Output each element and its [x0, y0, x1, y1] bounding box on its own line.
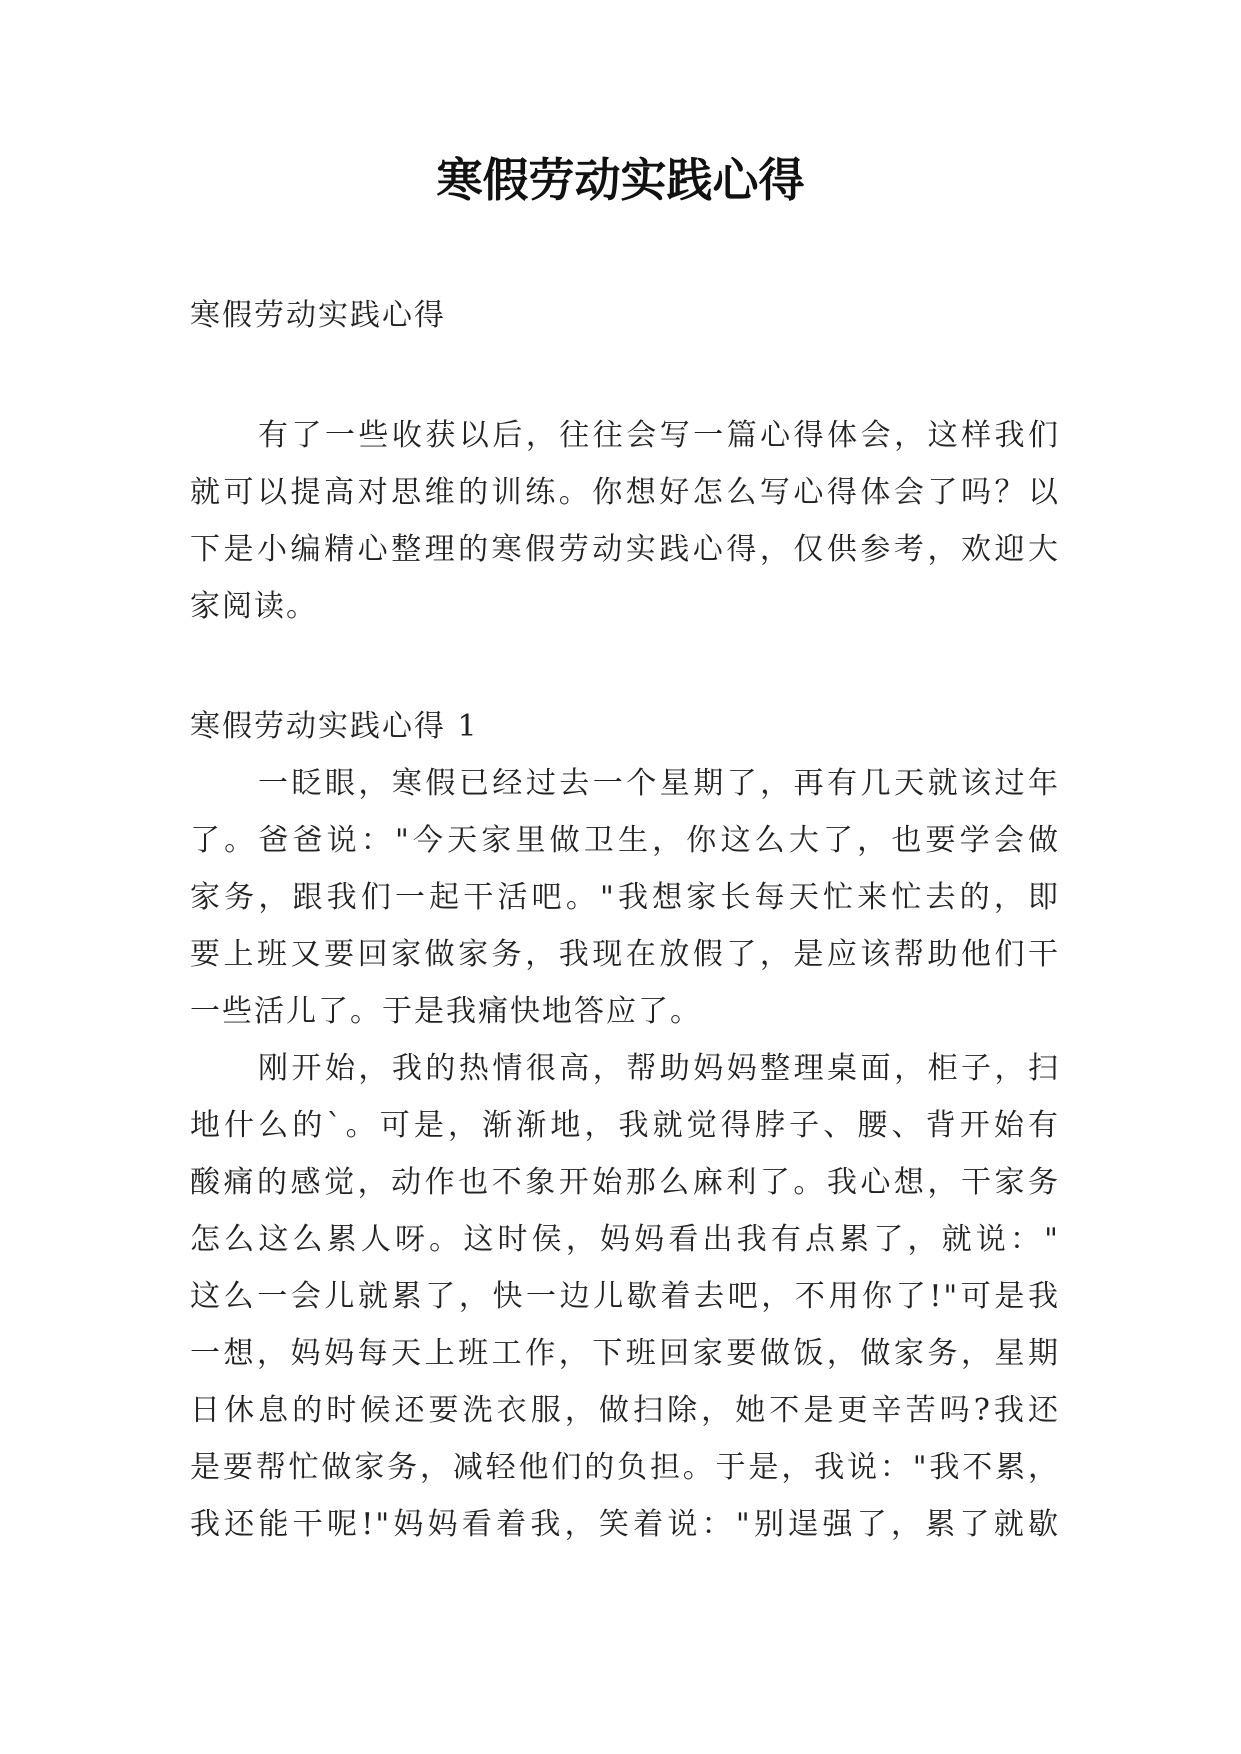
paragraph2-line-1: 刚开始，我的热情很高，帮助妈妈整理桌面，柜子，扫: [258, 1051, 1060, 1086]
intro-line-3: 下是小编精心整理的寒假劳动实践心得，仅供参考，欢迎大: [190, 532, 1060, 567]
paragraph2-line-2: 地什么的`。可是，渐渐地，我就觉得脖子、腰、背开始有: [190, 1108, 1060, 1143]
intro-line-4: 家阅读。: [190, 589, 318, 624]
paragraph1-line-2: 了。爸爸说："今天家里做卫生，你这么大了，也要学会做: [190, 823, 1060, 858]
paragraph2-line-5: 这么一会儿就累了，快一边儿歇着去吧，不用你了!"可是我: [190, 1279, 1060, 1314]
paragraph2-line-8: 是要帮忙做家务，减轻他们的负担。于是，我说："我不累，: [190, 1450, 1060, 1485]
paragraph1-line-3: 家务，跟我们一起干活吧。"我想家长每天忙来忙去的，即: [190, 880, 1060, 915]
document-subtitle: 寒假劳动实践心得: [190, 298, 446, 333]
paragraph2-line-9: 我还能干呢!"妈妈看着我，笑着说："别逞强了，累了就歇: [190, 1507, 1060, 1542]
paragraph2-line-7: 日休息的时候还要洗衣服，做扫除，她不是更辛苦吗?我还: [190, 1393, 1060, 1428]
paragraph2-line-3: 酸痛的感觉，动作也不象开始那么麻利了。我心想，干家务: [190, 1165, 1060, 1200]
intro-line-1: 有了一些收获以后，往往会写一篇心得体会，这样我们: [258, 418, 1060, 453]
paragraph2-line-6: 一想，妈妈每天上班工作，下班回家要做饭，做家务，星期: [190, 1336, 1060, 1371]
document-title: 寒假劳动实践心得: [436, 153, 805, 207]
paragraph1-line-5: 一些活儿了。于是我痛快地答应了。: [190, 994, 702, 1029]
paragraph1-line-4: 要上班又要回家做家务，我现在放假了，是应该帮助他们干: [190, 937, 1060, 972]
paragraph2-line-4: 怎么这么累人呀。这时侯，妈妈看出我有点累了，就说：": [190, 1222, 1060, 1257]
paragraph1-line-1: 一眨眼，寒假已经过去一个星期了，再有几天就该过年: [258, 766, 1060, 801]
section-heading: 寒假劳动实践心得 1: [190, 709, 479, 744]
intro-line-2: 就可以提高对思维的训练。你想好怎么写心得体会了吗？以: [190, 475, 1060, 510]
